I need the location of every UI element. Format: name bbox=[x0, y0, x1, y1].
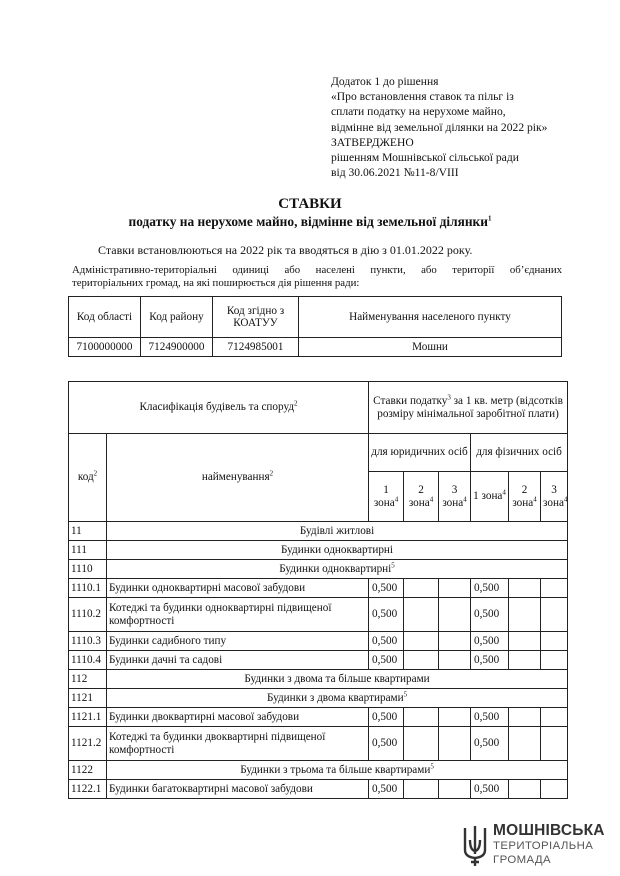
group-name bbox=[107, 522, 568, 541]
rate-cell bbox=[404, 579, 439, 598]
rate-cell: 0,500 bbox=[471, 727, 509, 761]
rates-header bbox=[369, 382, 568, 434]
row-code: 1122.1 bbox=[69, 780, 107, 799]
rate-cell bbox=[509, 632, 541, 651]
code-header-text: код bbox=[77, 471, 94, 483]
logo-name: МОШНІВСЬКА bbox=[493, 822, 605, 839]
rate-cell: 0,500 bbox=[369, 598, 404, 632]
footnote-mark: 4 bbox=[429, 494, 434, 503]
rates-table bbox=[68, 381, 568, 799]
footnote-mark: 5 bbox=[391, 560, 395, 569]
footnote-mark: 4 bbox=[533, 494, 537, 503]
group-name bbox=[107, 761, 568, 780]
classification-header-text: Класифікація будівель та споруд bbox=[139, 401, 295, 413]
appendix-line: рішенням Мошнівської сільської ради bbox=[331, 151, 519, 165]
document-title: СТАВКИ bbox=[278, 196, 342, 212]
admin-note bbox=[72, 264, 562, 290]
logo-line: ТЕРИТОРІАЛЬНА bbox=[493, 840, 594, 852]
footnote-mark: 4 bbox=[463, 494, 467, 503]
zone-header-text: 3 зона bbox=[543, 483, 564, 509]
rate-cell bbox=[541, 598, 568, 632]
appendix-line: «Про встановлення ставок та пільг із bbox=[331, 90, 514, 104]
rate-cell: 0,500 bbox=[369, 780, 404, 799]
footnote-mark: 4 bbox=[563, 494, 568, 503]
group-row bbox=[69, 541, 568, 560]
subtitle-footnote: 1 bbox=[487, 214, 492, 223]
rate-cell bbox=[509, 651, 541, 670]
row-name: Будинки садибного типу bbox=[107, 632, 369, 651]
appendix-header bbox=[331, 74, 547, 180]
row-code: 112 bbox=[69, 670, 107, 689]
table-row bbox=[69, 579, 568, 598]
admin-note-line: територіальних громад, на які поширюється дія рішення ради: bbox=[72, 277, 360, 289]
row-code: 1121.1 bbox=[69, 708, 107, 727]
rate-cell bbox=[439, 780, 471, 799]
codes-header-cell: Найменування населеного пункту bbox=[299, 297, 562, 338]
footnote-mark: 3 bbox=[447, 392, 451, 401]
codes-value-row bbox=[69, 338, 562, 357]
rate-cell bbox=[509, 579, 541, 598]
codes-header-cell: Код згідно з КОАТУУ bbox=[213, 297, 299, 338]
rate-cell: 0,500 bbox=[369, 632, 404, 651]
zone-header-text: 3 зона bbox=[442, 483, 464, 509]
rate-cell bbox=[509, 780, 541, 799]
group-row bbox=[69, 560, 568, 579]
rate-cell bbox=[439, 651, 471, 670]
rate-cell bbox=[439, 598, 471, 632]
individuals-header: для фізичних осіб bbox=[471, 434, 568, 472]
group-name-text: Будинки з двома квартирами bbox=[266, 691, 404, 704]
rate-cell bbox=[541, 727, 568, 761]
rate-cell bbox=[404, 727, 439, 761]
name-header-text: найменування bbox=[201, 471, 270, 483]
community-logo bbox=[462, 822, 605, 870]
rate-cell bbox=[439, 727, 471, 761]
codes-header-cell: Код району bbox=[141, 297, 213, 338]
rate-cell bbox=[509, 598, 541, 632]
rate-cell bbox=[439, 579, 471, 598]
table-row bbox=[69, 780, 568, 799]
appendix-line: ЗАТВЕРДЖЕНО bbox=[331, 135, 414, 149]
rate-cell bbox=[404, 780, 439, 799]
group-row bbox=[69, 761, 568, 780]
row-code: 1110.2 bbox=[69, 598, 107, 632]
row-name: Будинки багатоквартирні масової забудови bbox=[107, 780, 369, 799]
group-name-text: Будівлі житлові bbox=[299, 524, 375, 537]
code-header bbox=[69, 434, 107, 522]
footnote-mark: 5 bbox=[430, 761, 434, 770]
rates-header-rest: за 1 кв. метр (відсотків розміру мінімальної заробітної плати) bbox=[377, 394, 563, 420]
rate-cell bbox=[541, 632, 568, 651]
table-row bbox=[69, 651, 568, 670]
appendix-line: від 30.06.2021 №11-8/VIII bbox=[331, 166, 459, 180]
rate-cell bbox=[541, 651, 568, 670]
rate-cell: 0,500 bbox=[369, 579, 404, 598]
row-code: 1110.3 bbox=[69, 632, 107, 651]
group-name-text: Будинки одноквартирні bbox=[279, 562, 392, 575]
footnote-mark: 4 bbox=[394, 494, 399, 503]
legal-entities-header: для юридичних осіб bbox=[369, 434, 471, 472]
rate-cell bbox=[541, 708, 568, 727]
rates-header-text: Ставки податку bbox=[373, 394, 448, 407]
name-header bbox=[107, 434, 369, 522]
group-row bbox=[69, 522, 568, 541]
group-name bbox=[107, 560, 568, 579]
group-name bbox=[107, 689, 568, 708]
row-name: Будинки двоквартирні масової забудови bbox=[107, 708, 369, 727]
rate-cell bbox=[404, 708, 439, 727]
appendix-line: Додаток 1 до рішення bbox=[331, 75, 439, 88]
row-name: Котеджі та будинки одноквартирні підвищеної комфортності bbox=[107, 598, 369, 632]
rate-cell: 0,500 bbox=[471, 632, 509, 651]
group-name-text: Будинки з трьома та більше квартирами bbox=[240, 763, 431, 776]
group-name bbox=[107, 670, 568, 689]
row-code: 11 bbox=[69, 522, 107, 541]
logo-line: ГРОМАДА bbox=[493, 854, 551, 866]
footnote-mark: 2 bbox=[93, 469, 98, 478]
row-code: 1121.2 bbox=[69, 727, 107, 761]
zone-header bbox=[404, 472, 439, 522]
footnote-mark: 2 bbox=[269, 469, 274, 478]
row-code: 1110.4 bbox=[69, 651, 107, 670]
row-code: 1110 bbox=[69, 560, 107, 579]
rate-cell: 0,500 bbox=[471, 579, 509, 598]
zone-header-text: 2 зона bbox=[512, 483, 534, 509]
rate-cell: 0,500 bbox=[369, 727, 404, 761]
zone-header-text: 1 зона bbox=[473, 490, 503, 502]
trident-icon bbox=[462, 824, 488, 868]
table-row bbox=[69, 708, 568, 727]
subtitle-text: податку на нерухоме майно, відмінне від земельної ділянки bbox=[128, 214, 488, 229]
rate-cell: 0,500 bbox=[369, 651, 404, 670]
rate-cell bbox=[439, 708, 471, 727]
rate-cell bbox=[541, 780, 568, 799]
zone-header-text: 1 зона bbox=[373, 483, 395, 509]
group-name-text: Будинки одноквартирні bbox=[281, 543, 394, 556]
row-code: 1122 bbox=[69, 761, 107, 780]
group-row bbox=[69, 670, 568, 689]
zone-header bbox=[439, 472, 471, 522]
group-name-text: Будинки з двома та більше квартирами bbox=[244, 672, 430, 685]
zone-header bbox=[471, 472, 509, 522]
row-code: 111 bbox=[69, 541, 107, 560]
table-row bbox=[69, 632, 568, 651]
group-row bbox=[69, 689, 568, 708]
codes-table bbox=[68, 296, 562, 357]
admin-note-line: Адміністративно-територіальні одиниці або населені пункти, або території об’єднаних bbox=[72, 264, 562, 276]
rate-cell bbox=[404, 632, 439, 651]
rate-cell bbox=[404, 598, 439, 632]
document-subtitle bbox=[0, 214, 620, 230]
rates-subheader-row bbox=[69, 434, 568, 472]
row-name: Будинки дачні та садові bbox=[107, 651, 369, 670]
rate-cell: 0,500 bbox=[369, 708, 404, 727]
codes-value-cell: 7100000000 bbox=[69, 338, 141, 357]
footnote-mark: 5 bbox=[403, 689, 408, 698]
rate-cell bbox=[509, 708, 541, 727]
codes-value-cell: 7124985001 bbox=[213, 338, 299, 357]
codes-value-cell: Мошни bbox=[299, 338, 562, 357]
codes-value-cell: 7124900000 bbox=[141, 338, 213, 357]
rate-cell bbox=[509, 727, 541, 761]
rate-cell bbox=[404, 651, 439, 670]
rate-cell: 0,500 bbox=[471, 780, 509, 799]
rate-cell bbox=[439, 632, 471, 651]
zone-header bbox=[541, 472, 568, 522]
table-row bbox=[69, 727, 568, 761]
rate-cell bbox=[541, 579, 568, 598]
row-code: 1121 bbox=[69, 689, 107, 708]
table-row bbox=[69, 598, 568, 632]
codes-header-row bbox=[69, 297, 562, 338]
footnote-mark: 4 bbox=[502, 488, 506, 497]
row-name: Котеджі та будинки двоквартирні підвищеної комфортності bbox=[107, 727, 369, 761]
rate-cell: 0,500 bbox=[471, 598, 509, 632]
rate-cell: 0,500 bbox=[471, 651, 509, 670]
appendix-line: відмінне від земельної ділянки на 2022 рік» bbox=[331, 120, 548, 134]
rates-header-row bbox=[69, 382, 568, 434]
codes-header-cell: Код області bbox=[69, 297, 141, 338]
footnote-mark: 2 bbox=[294, 399, 298, 408]
group-name bbox=[107, 541, 568, 560]
classification-header bbox=[69, 382, 369, 434]
rate-cell: 0,500 bbox=[471, 708, 509, 727]
zone-header-text: 2 зона bbox=[408, 483, 430, 509]
rates-note: Ставки встановлюються на 2022 рік та вводяться в дію з 01.01.2022 року. bbox=[98, 243, 473, 257]
zone-header bbox=[509, 472, 541, 522]
row-code: 1110.1 bbox=[69, 579, 107, 598]
appendix-line: сплати податку на нерухоме майно, bbox=[331, 105, 506, 119]
zone-header bbox=[369, 472, 404, 522]
row-name: Будинки одноквартирні масової забудови bbox=[107, 579, 369, 598]
